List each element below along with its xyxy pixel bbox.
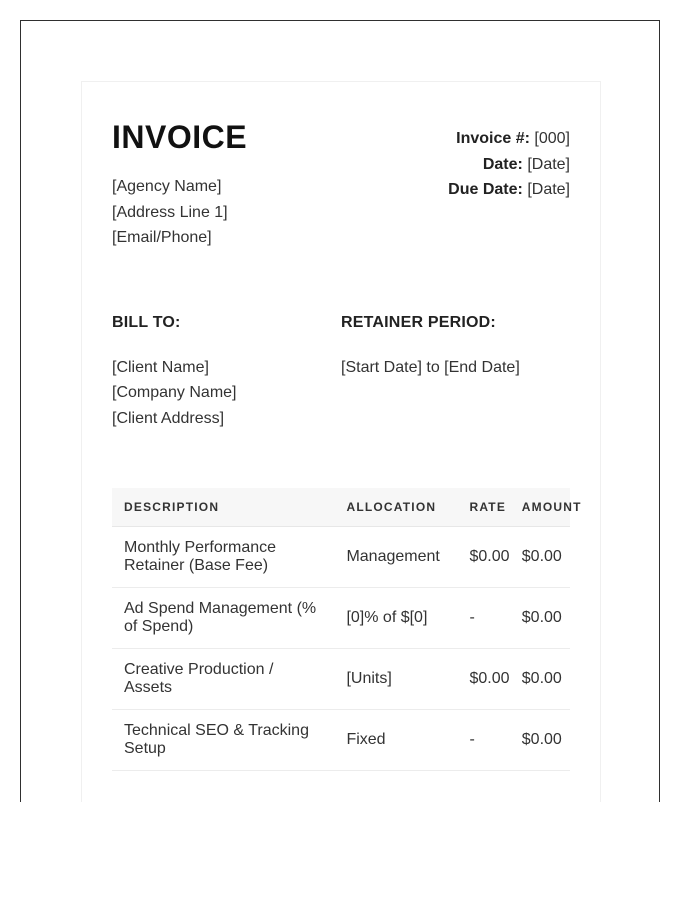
amount-cell: $0.00 xyxy=(510,710,570,771)
description-header: DESCRIPTION xyxy=(112,488,334,527)
amount-cell: $0.00 xyxy=(510,527,570,588)
invoice-header xyxy=(112,118,570,251)
due-date-label: Due Date: xyxy=(448,181,523,198)
bill-to-heading: BILL TO: xyxy=(112,313,181,331)
invoice-content xyxy=(112,118,582,771)
invoice-number-row xyxy=(448,126,570,152)
retainer-period-block xyxy=(341,313,570,432)
retainer-period-heading: RETAINER PERIOD: xyxy=(341,313,496,331)
description-cell: Creative Production / Assets xyxy=(112,649,334,710)
table-row xyxy=(112,710,570,771)
billing-section xyxy=(112,313,570,432)
due-date-value: [Date] xyxy=(527,181,570,198)
description-cell: Ad Spend Management (% of Spend) xyxy=(112,588,334,649)
invoice-number-value: [000] xyxy=(534,130,570,147)
invoice-date-label: Date: xyxy=(482,155,523,173)
agency-lines xyxy=(112,174,247,251)
amount-header: AMOUNT xyxy=(510,488,570,527)
table-row xyxy=(112,649,570,710)
line-items-header xyxy=(112,488,582,527)
agency-name: [Agency Name] xyxy=(112,178,222,195)
agency-block xyxy=(112,118,247,251)
invoice-title: INVOICE xyxy=(112,119,248,155)
rate-header: RATE xyxy=(457,488,509,527)
description-cell: Technical SEO & Tracking Setup xyxy=(112,710,334,771)
client-address: [Client Address] xyxy=(112,409,225,427)
bill-to-lines xyxy=(112,355,341,432)
invoice-sheet xyxy=(81,81,601,802)
allocation-cell: Fixed xyxy=(334,710,457,771)
invoice-meta xyxy=(448,126,570,203)
retainer-period-value: [Start Date] to [End Date] xyxy=(341,358,520,376)
allocation-header: ALLOCATION xyxy=(334,488,457,527)
client-name: [Client Name] xyxy=(112,358,209,376)
rate-cell: $0.00 xyxy=(457,649,509,710)
company-name: [Company Name] xyxy=(112,384,237,401)
header-row xyxy=(112,488,570,527)
rate-cell: - xyxy=(457,710,509,771)
invoice-date-value: [Date] xyxy=(527,155,570,173)
table-row xyxy=(112,527,570,588)
invoice-date-row xyxy=(448,152,570,178)
allocation-cell: [Units] xyxy=(334,649,457,710)
agency-contact: [Email/Phone] xyxy=(112,229,212,246)
bill-to-block xyxy=(112,313,341,432)
invoice-number-label: Invoice #: xyxy=(456,130,530,147)
rate-cell: $0.00 xyxy=(457,527,509,588)
table-row xyxy=(112,588,570,649)
line-items-table xyxy=(112,488,582,771)
allocation-cell: [0]% of $[0] xyxy=(334,588,457,649)
due-date-row xyxy=(448,177,570,203)
line-items-body xyxy=(112,527,570,771)
allocation-cell: Management xyxy=(334,527,457,588)
rate-cell: - xyxy=(457,588,509,649)
retainer-period-lines xyxy=(341,355,570,381)
amount-cell: $0.00 xyxy=(510,588,570,649)
agency-address: [Address Line 1] xyxy=(112,203,228,221)
amount-cell: $0.00 xyxy=(510,649,570,710)
description-cell: Monthly Performance Retainer (Base Fee) xyxy=(112,527,334,588)
